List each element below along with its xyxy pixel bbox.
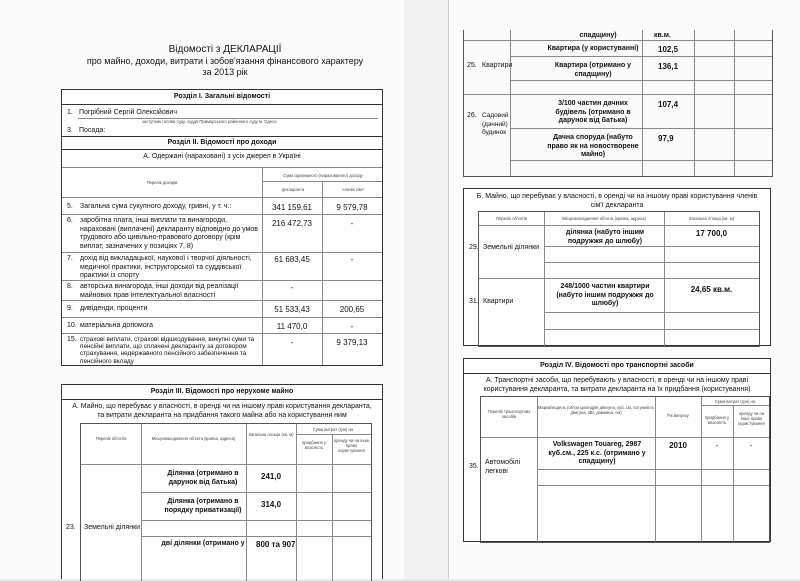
vehicle-year: 2010	[669, 441, 687, 450]
fam-location-header: Місцезнаходження об'єкта (країна, адреса)	[562, 216, 646, 221]
apartment-desc: Квартира (отримано у спадщину)	[554, 62, 632, 78]
income-row-family: -	[350, 255, 354, 264]
vehicle-desc: Volkswagen Touareg, 2987 куб.см., 225 к.с. (отримано у спадщину)	[548, 441, 646, 465]
row-25-label: Квартири	[482, 62, 513, 69]
brand-header: Марка/модель (об'єм циліндрів двигуна, куб. см, потужність двигуна, кВт, довжина, см)	[537, 405, 655, 415]
income-row-declarant: 51 533,43	[274, 305, 310, 314]
real-estate-continued	[463, 30, 773, 177]
continued-unit: кв.м.	[654, 32, 671, 39]
fam-area-header: Загальна площа (кв. м)	[688, 216, 735, 221]
vehicle-list-header: Перелік транспортних засобів	[487, 409, 531, 419]
section-2-title: Розділ ІІ. Відомості про доходи	[167, 139, 277, 146]
position-label: Посада:	[79, 127, 106, 134]
dacha-desc: 3/100 частин дачних будівель (отримано в дарунок від батька)	[555, 100, 631, 124]
income-row-number: 7.	[67, 255, 73, 262]
vehicle-expenses-header: Сума витрат (грн) на	[714, 399, 756, 404]
income-row-label: матеріальна допомога	[80, 322, 154, 329]
land-plot-desc: Ділянка (отримано в порядку приватизації)	[164, 498, 242, 514]
row-31-number: 31.	[469, 298, 479, 305]
section-3-box	[61, 384, 383, 579]
land-plot-area: 314,0	[261, 500, 282, 509]
row-31-label: Квартири	[483, 298, 514, 305]
apartment-desc: Квартира (у користуванні)	[547, 45, 639, 52]
row-25-number: 25.	[467, 62, 477, 69]
continued-text: спадщину)	[579, 32, 617, 39]
row-35-label: Автомобілі легкові	[485, 459, 521, 475]
row-29-label: Земельні ділянки	[483, 244, 540, 251]
dacha-area: 97,9	[658, 134, 674, 143]
family-header: членів сім'ї	[342, 187, 364, 192]
rent-header: оренду чи на інше право користування	[333, 438, 370, 453]
right-page	[448, 0, 800, 579]
income-row-family: 200,65	[339, 305, 365, 314]
income-sum-header: Сума одержаного (нарахованого) доходу	[283, 173, 363, 178]
section-4-title: Розділ IV. Відомості про транспортні засоби	[540, 362, 694, 369]
purchase-header: придбання у власність	[301, 440, 327, 450]
fam-land-area: 17 700,0	[695, 229, 728, 238]
fam-land-desc: ділянка (набуто іншим подружжя до шлюбу)	[565, 229, 645, 245]
family-estate-table	[469, 211, 760, 347]
income-row-declarant: 216 472,73	[271, 219, 313, 228]
apartment-area: 136,1	[658, 62, 679, 71]
row-29-number: 29.	[469, 244, 479, 251]
declarant-name: Погрібний Сергій Олексійович	[79, 109, 177, 116]
income-row-label: страхові виплати, страхові відшкодування, викупні суми та пенсійні виплати, що сплачені декларанту за договором страхування, недержавного пенсійного забезпечення та пенсійного вкладу	[80, 336, 255, 365]
land-plot-area: 800 та 907	[256, 540, 296, 549]
section-2-subtitle: А. Одержані (нараховані) з усіх джерел в Україні	[143, 153, 301, 160]
section-3b-box	[463, 188, 771, 346]
section-3-title: Розділ ІІІ. Відомості про нерухоме майно	[150, 388, 294, 395]
dacha-desc: Дачна споруда (набуто право як на новостворене майно)	[547, 134, 639, 158]
income-row-label: заробітна плата, інші виплати та винагороди, нараховані (виплачені) декларанту відповідно до умов трудового або цивільно-правового договору (крім виплат, зазначених у позиціях 7, 8)	[80, 217, 258, 250]
row-1-number: 1.	[67, 109, 73, 116]
income-row-number: 5.	[67, 203, 73, 210]
doc-year: за 2013 рік	[202, 67, 248, 77]
income-row-declarant: -	[290, 283, 294, 292]
income-row-label: авторська винагорода, інші доходи від реалізації майнових прав інтелектуальної власності	[80, 283, 239, 299]
declarant-header: декларанта	[281, 187, 305, 192]
land-plot-area: 241,0	[261, 472, 282, 481]
section-1-title: Розділ І. Загальні відомості	[173, 93, 271, 100]
position-text: заступник голови суду, суддя Приморського районного суду м. Одеси	[142, 119, 277, 124]
vehicle-rent-header: оренду чи на інше право користування	[738, 411, 765, 426]
income-row-declarant: 341 159,61	[271, 203, 313, 212]
row-35-number: 35.	[469, 463, 479, 470]
income-row-family: -	[350, 322, 354, 331]
income-row-number: 10.	[67, 322, 77, 329]
income-row-number: 15.	[67, 336, 77, 343]
row-26-number: 26.	[467, 112, 477, 119]
income-row-family: -	[350, 219, 354, 228]
vehicle-purchase-header: придбання у власність	[704, 415, 730, 425]
vehicles-table	[469, 396, 770, 543]
income-type-header: Перелік доходів	[146, 180, 178, 185]
income-row-family: 9 579,78	[336, 203, 368, 212]
section-2-box	[61, 136, 383, 366]
fam-apartment-area: 24,65 кв.м.	[690, 285, 733, 294]
income-row-declarant: 11 470,0	[276, 322, 308, 331]
vehicle-purchase: -	[715, 441, 719, 450]
income-row-label: дохід від викладацької, наукової і творчої діяльності, медичної практики, інструкторської та суддівської практики із спорту	[80, 255, 252, 279]
section-3b-title: Б. Майно, що перебуває у власності, в оренді чи на іншому праві користування членів сім'ї декларанта	[476, 193, 758, 209]
income-row-declarant: 61 683,45	[274, 255, 310, 264]
income-row-declarant: -	[290, 338, 294, 347]
fam-object-header: Перелік об'єктів	[496, 216, 527, 221]
dacha-area: 107,4	[658, 100, 679, 109]
section-4-box	[463, 358, 771, 542]
income-row-label: Загальна сума сукупного доходу, гривні, у т. ч.:	[80, 203, 232, 210]
location-header: Місцезнаходження об'єкта (країна, адреса)	[151, 436, 236, 441]
row-3-number: 3.	[67, 127, 73, 134]
doc-title: Відомості з ДЕКЛАРАЦІЇ	[168, 44, 282, 55]
row-23-number: 23.	[66, 524, 76, 531]
real-estate-table	[66, 423, 372, 581]
row-23-label: Земельні ділянки	[84, 524, 141, 531]
page-gap	[404, 0, 448, 579]
income-row-number: 6.	[67, 217, 73, 224]
area-header: Загальна площа (кв. м)	[248, 432, 294, 437]
income-row-number: 9.	[67, 305, 73, 312]
income-row-label: дивіденди, проценти	[80, 305, 148, 312]
apartment-area: 102,5	[658, 45, 679, 54]
section-3-subtitle: А. Майно, що перебуває у власності, в оренді чи на іншому праві користування декларанта, та витрати декларанта на придбання такого майна або на користування ним	[72, 403, 372, 419]
land-plot-desc: Ділянка (отримано в дарунок від батька)	[167, 470, 239, 486]
vehicle-rent: -	[749, 441, 753, 450]
object-header: Перелік об'єктів	[95, 436, 127, 441]
expenses-header: Сума витрат (грн) на	[312, 427, 354, 432]
land-plot-desc: дві ділянки (отримано у	[161, 540, 245, 547]
section-1-box	[61, 89, 383, 137]
income-row-family: 9 379,13	[336, 338, 368, 347]
income-row-number: 8.	[67, 283, 73, 290]
section-4-subtitle: А. Транспортні засоби, що перебувають у власності, в оренді чи на іншому праві користування декларанта, та витрати декларанта на їх придбання (користування)	[483, 377, 751, 393]
row-26-label: Садовий (дачний) будинок	[482, 112, 509, 136]
doc-subtitle: про майно, доходи, витрати і зобов'язання фінансового характеру	[86, 56, 364, 66]
fam-apartment-desc: 248/1000 частин квартири (набуто іншим подружжя до шлюбу)	[556, 283, 654, 307]
year-header: Рік випуску	[667, 413, 689, 418]
